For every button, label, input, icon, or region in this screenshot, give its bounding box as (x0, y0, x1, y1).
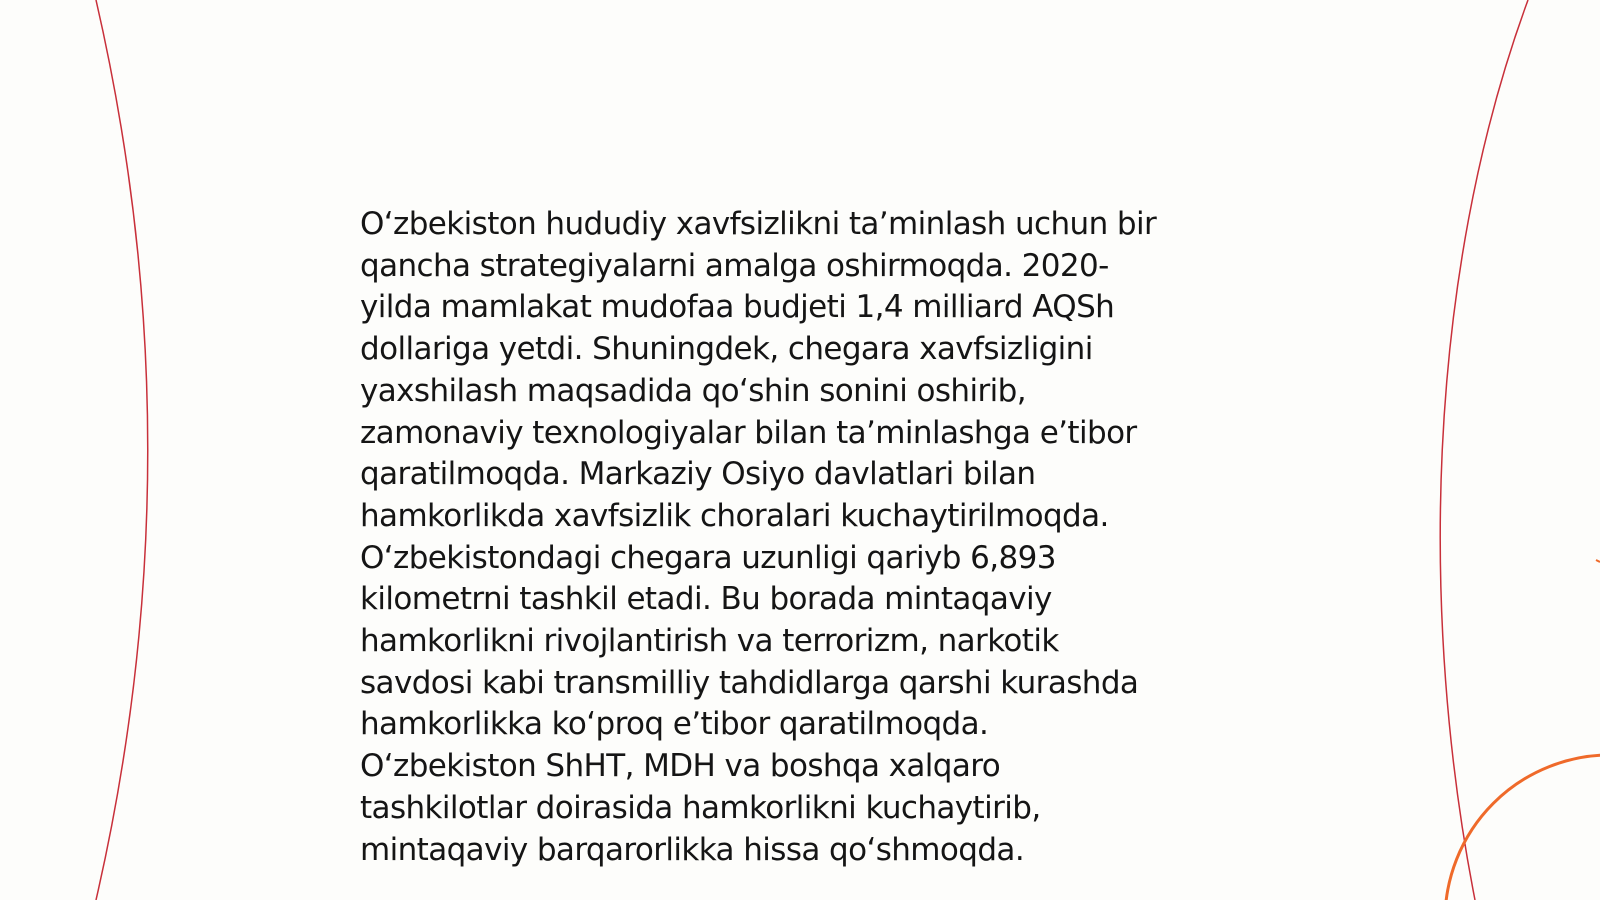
body-paragraph: O‘zbekiston hududiy xavfsizlikni ta’minlash uchun bir qancha strategiyalarni amalga oshirmoqda. 2020- yilda mamlakat mudofaa budjeti 1,4 milliard AQSh dollariga yetdi. Shuningdek, chegara xavfsizligini yaxshilash maqsadida qo‘shin sonini oshirib, zamonaviy texnologiyalar bilan ta’minlashga e’tibor qaratilmoqda. Markaziy Osiyo davlatlari bilan hamkorlikda xavfsizlik choralari kuchaytirilmoqda. O‘zbekistondagi chegara uzunligi qariyb 6,893 kilometrni tashkil etadi. Bu borada mintaqaviy hamkorlikni rivojlantirish va terrorizm, narkotik savdosi kabi transmilliy tahdidlarga qarshi kurashda hamkorlikka ko‘proq e’tibor qaratilmoqda. O‘zbekiston ShHT, MDH va boshqa xalqaro tashkilotlar doirasida hamkorlikni kuchaytirib, mintaqaviy barqarorlikka hissa qo‘shmoqda. (360, 206, 1157, 868)
left-curve-line (96, 0, 148, 900)
right-edge-tick (1596, 560, 1600, 562)
corner-orange-arc (1445, 755, 1600, 900)
right-curve-line (1440, 0, 1528, 900)
